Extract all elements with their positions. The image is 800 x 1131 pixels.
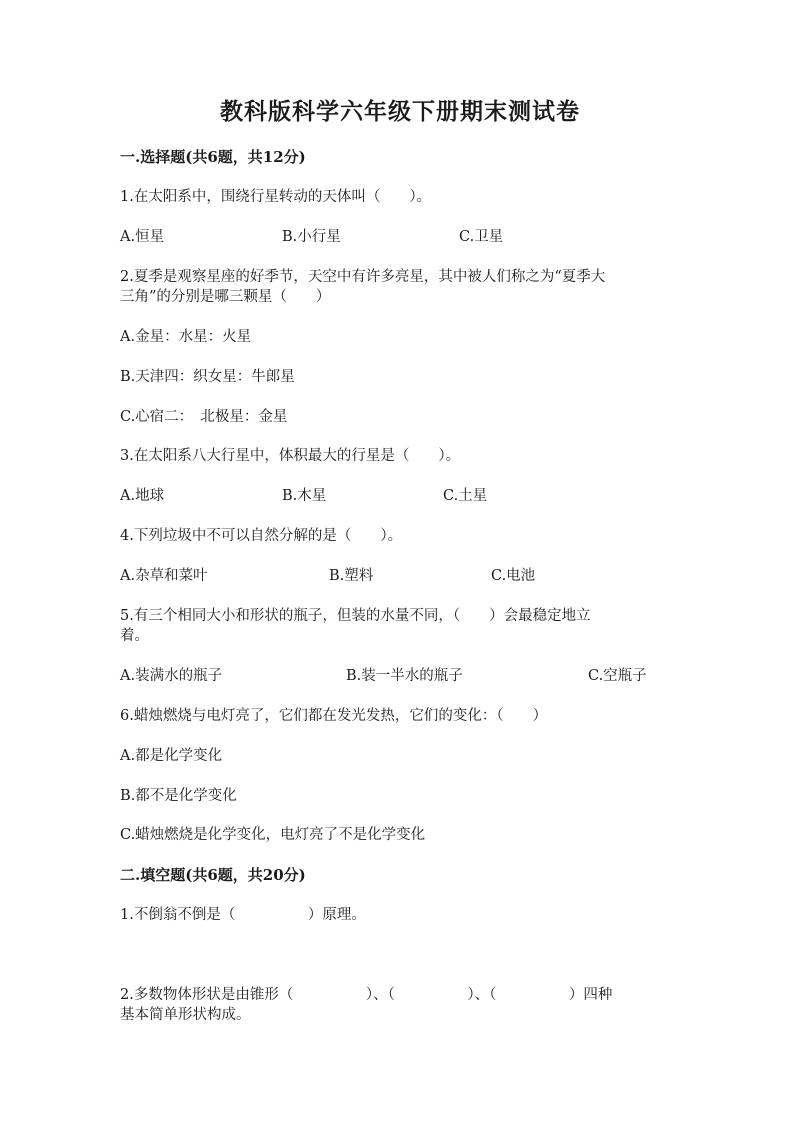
question-4-option-a: A.杂草和菜叶 (120, 568, 208, 584)
question-3-stem: 3.在太阳系八大行星中，体积最大的行星是（ ）。 (120, 448, 461, 464)
question-6-option-c: C.蜡烛燃烧是化学变化，电灯亮了不是化学变化 (120, 827, 426, 843)
question-5-stem-line-1: 5.有三个相同大小和形状的瓶子，但装的水量不同，（ ）会最稳定地立 (120, 608, 591, 624)
fill-question-2-stem-line-2: 基本简单形状构成。 (120, 1007, 251, 1023)
question-6-option-b: B.都不是化学变化 (120, 788, 237, 804)
question-3-option-b: B.木星 (282, 488, 327, 504)
question-1-option-c: C.卫星 (459, 229, 504, 245)
section-heading-fill-blank: 二.填空题(共6题，共20分) (120, 866, 306, 884)
exam-title: 教科版科学六年级下册期末测试卷 (220, 98, 580, 125)
question-2-stem-line-1: 2.夏季是观察星座的好季节，天空中有许多亮星，其中被人们称之为“夏季大 (120, 269, 606, 285)
question-5-option-a: A.装满水的瓶子 (120, 668, 223, 684)
question-1-stem: 1.在太阳系中，围绕行星转动的天体叫（ ）。 (120, 189, 432, 205)
question-5-option-b: B.装一半水的瓶子 (346, 668, 463, 684)
fill-question-2-stem-line-1: 2.多数物体形状是由锥形（ ）、（ ）、（ ）四种 (120, 987, 613, 1003)
question-2-option-b: B.天津四：织女星：牛郎星 (120, 369, 295, 385)
question-6-stem: 6.蜡烛燃烧与电灯亮了，它们都在发光发热，它们的变化：（ ） (120, 708, 548, 724)
question-6-option-a: A.都是化学变化 (120, 748, 223, 764)
question-2-option-a: A.金星：水星：火星 (120, 329, 252, 345)
question-3-option-a: A.地球 (120, 488, 165, 504)
question-1-option-b: B.小行星 (282, 229, 341, 245)
section-heading-choice: 一.选择题(共6题，共12分) (120, 148, 306, 166)
question-2-option-c: C.心宿二： 北极星：金星 (120, 409, 288, 425)
question-4-stem: 4.下列垃圾中不可以自然分解的是（ ）。 (120, 528, 403, 544)
question-2-stem-line-2: 三角”的分别是哪三颗星（ ） (120, 289, 331, 305)
question-1-option-a: A.恒星 (120, 229, 165, 245)
fill-question-1-stem: 1.不倒翁不倒是（ ）原理。 (120, 907, 366, 923)
question-4-option-b: B.塑料 (329, 568, 374, 584)
question-4-option-c: C.电池 (491, 568, 536, 584)
question-3-option-c: C.土星 (443, 488, 488, 504)
question-5-option-c: C.空瓶子 (588, 668, 647, 684)
question-5-stem-line-2: 着。 (120, 628, 149, 644)
